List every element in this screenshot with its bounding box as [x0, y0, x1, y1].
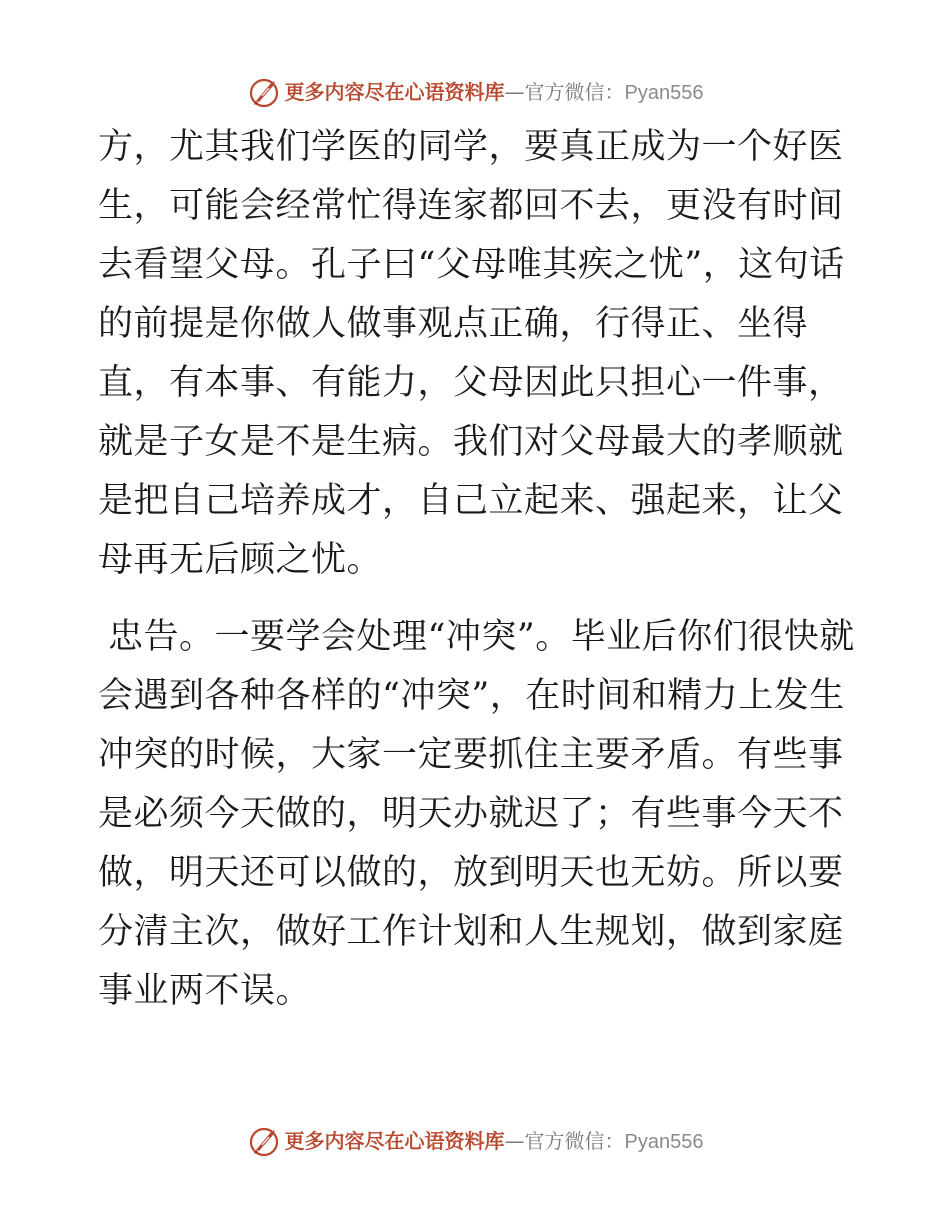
banner-wechat-label: 官方微信：: [524, 1128, 625, 1153]
banner-wechat-label: 官方微信：: [524, 79, 625, 104]
banner-wechat-id: Pyan556: [624, 1130, 704, 1153]
document-body: [98, 118, 858, 1021]
banner-separator: —: [504, 79, 525, 104]
quill-pen-icon: [247, 1124, 281, 1158]
paragraph: 忠告。一要学会处理“冲突”。毕业后你们很快就会遇到各种各样的“冲突”，在时间和精力上发生冲突的时候，大家一定要抓住主要矛盾。有些事是必须今天做的，明天办就迟了；有些事今天不做，明天还可以做的，放到明天也无妨。所以要分清主次，做好工作计划和人生规划，做到家庭事业两不误。: [98, 617, 855, 1011]
banner-brand: 更多内容尽在心语资料库: [284, 79, 505, 104]
banner-brand: 更多内容尽在心语资料库: [284, 1128, 505, 1153]
banner-wechat-id: Pyan556: [624, 81, 704, 104]
footer-banner: [0, 1121, 950, 1161]
header-banner: [0, 72, 950, 112]
paragraph: 方，尤其我们学医的同学，要真正成为一个好医生，可能会经常忙得连家都回不去，更没有时间去看望父母。孔子曰“父母唯其疾之忧”，这句话的前提是你做人做事观点正确，行得正、坐得直，有本事、有能力，父母因此只担心一件事，就是子女是不是生病。我们对父母最大的孝顺就是把自己培养成才，自己立起来、强起来，让父母再无后顾之忧。: [98, 127, 845, 580]
quill-pen-icon: [247, 75, 281, 109]
banner-separator: —: [504, 1128, 525, 1153]
